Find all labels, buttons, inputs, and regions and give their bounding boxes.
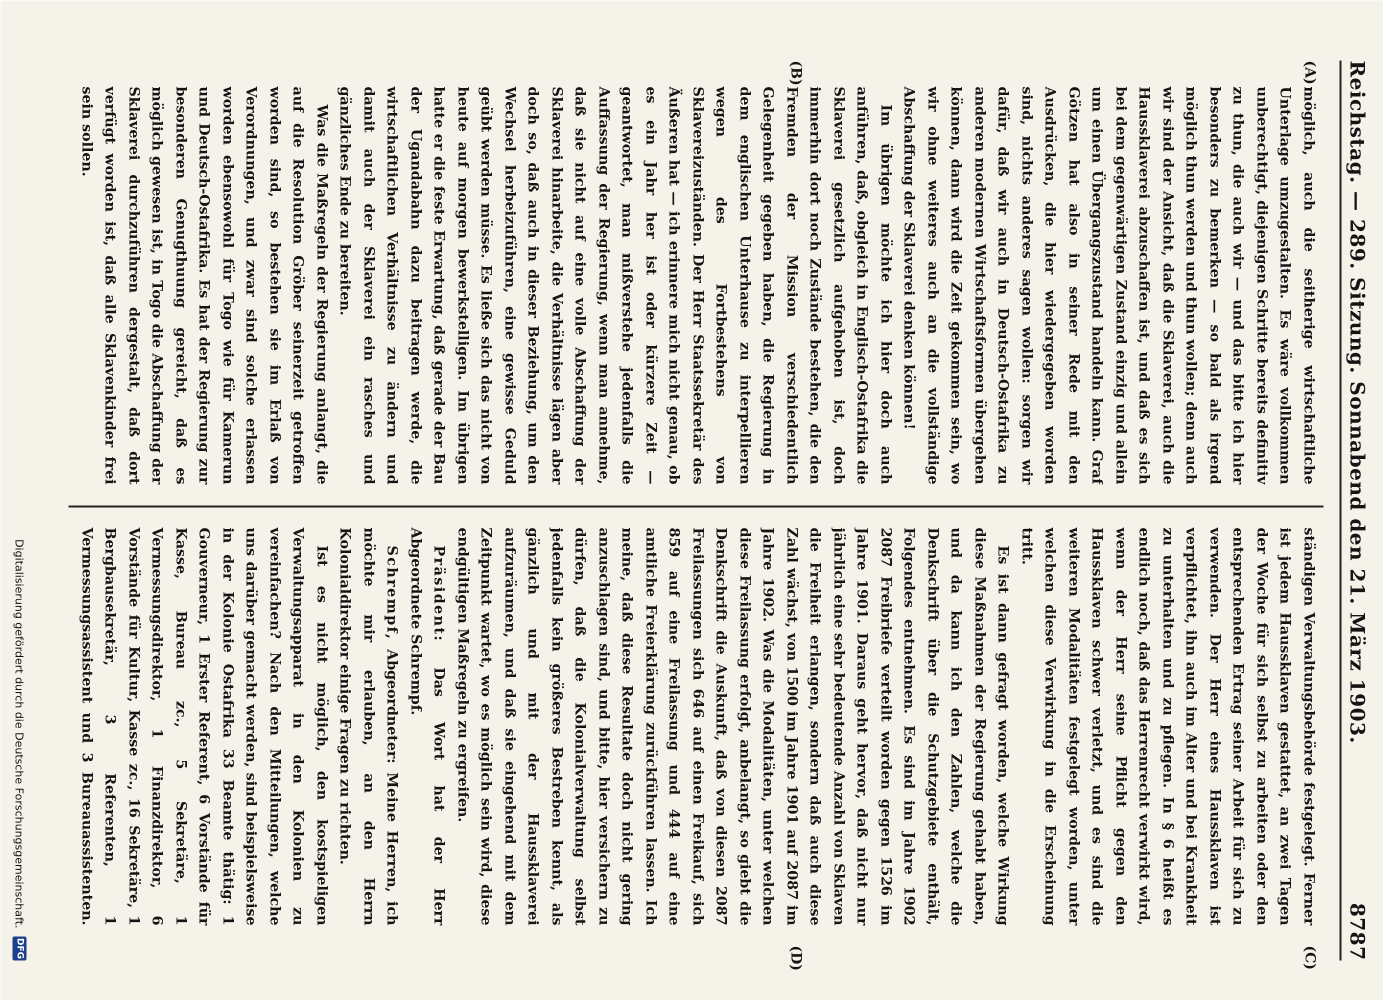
column-divider [68,505,1323,507]
paragraph [72,86,74,484]
speaker-text: Abgeordneter: Meine Herren, ich möchte mir erlauben, an den Herrn Kolonialdirektor einige Fragen zu richten. [336,527,400,925]
right-column [72,527,1319,925]
paragraph: Was die Maßregeln der Regierung anlangt, die auf die Resolution Gröber seinerzeit getroffen worden sind, so bestehen sie im Erlaß von Verordnungen, und zwar sind solche erlassen worden ebensowohl für Togo wie für Kamerun und Deutsch-Ostafrika. Es hat der Regierung zur besonderen Genugthuung gereicht, daß es möglich gewesen ist, in Togo die Abschaffung der Sklaverei durchzuführen dergestalt, daß dort verfügt worden ist, daß alle Sklavenkinder frei sein sollen. [78,86,329,484]
page-title: Reichstag. — 289. Sitzung. Sonnabend den 21. März 1903. [1345,60,1369,744]
paragraph: Ist es nicht möglich, den kostspieligen Verwaltungsapparat in den Kolonien zu vereinfachen? Nach den Mitteilungen, welche uns darüber gemacht werden, sind beispielsweise in der Kolonie Ostafrika 33 Beamte thätig: 1 Gouverneur, 1 Erster Referent, 6 Vorstände für Kasse, Bureau zc., 5 Sekretäre, 1 Vermessungsdirektor, 1 Finanzdirektor, 6 Vorstände für Kultur, Kasse zc., 16 Sekretäre, 1 Bergbausekretär, 3 Referenten, 1 Vermessungsassistent und 3 Bureauassistenten. [78,527,329,925]
digitization-credit [8,60,30,960]
speaker-paragraph [332,527,403,925]
paragraph: ständigen Verwaltungsbehörde festgelegt. Ferner ist jedem Haussklaven gestattet, an zwei Tagen der Woche für sich selbst zu arbeiten oder den entsprechenden Ertrag seiner Arbeit für sich zu verwenden. Der Herr eines Haussklaven ist verpflichtet, ihn auch im Alter und bei Krankheit zu unterhalten und zu pflegen. In § 6 heißt es endlich noch, daß das Herrenrecht verwirkt wird, wenn der Herr seine Pflicht gegen den Haussklaven schwer verletzt, und es sind die weiteren Modalitäten festgelegt worden, unter welchen diese Verwirkung in die Erscheinung tritt. [1018,527,1316,925]
margin-mark-d: (D) [787,945,803,971]
page-number: 8787 [1345,902,1369,960]
credit-text: Digitalisierung gefördert durch die Deutsche Forschungsgemeinschaft. [12,538,26,928]
paragraph: Im übrigen möchte ich hier doch auch anführen, daß, obgleich in Englisch-Ostafrika die Sklaverei gesetzlich aufgehoben ist, doch immerhin dort noch Zustände bestehen, die den Fremden der Mission verschiedentlich Gelegenheit gegeben haben, die Regierung in dem englischen Unterhause zu interpellieren wegen des Fortbestehens von Sklavereizuständen. Der Herr Staatssekretär des Äußeren hat — ich erinnere mich nicht genau, ob es ein Jahr her ist oder kürzere Zeit — geantwortet, man mißverstehe jedenfalls die Auffassung der Regierung, wenn man annehme, daß sie nicht auf eine volle Abschaffung der Sklaverei hinarbeite, die Verhältnisse lägen aber doch so, daß auch in dieser Beziehung, um den Wechsel herbeizuführen, eine gewisse Geduld geübt werden müsse. Es ließe sich das nicht von heute auf morgen bewerkstelligen. Im übrigen hatte er die feste Erwartung, daß gerade der Bau der Ugandabahn dazu beitragen werde, die wirtschaftlichen Verhältnisse zu ändern und damit auch der Sklaverei ein rasches und gänzliches Ende zu bereiten. [336,86,893,484]
speaker-paragraph [403,527,450,925]
left-column [72,86,1319,484]
margin-mark-c: (C) [1301,945,1317,970]
dfg-logo: DFG [14,937,24,959]
paragraph: Es ist dann gefragt worden, welche Wirkung diese Maßnahmen der Regierung gehabt haben, und da kann ich den Zahlen, welche die Denkschrift über die Schutzgebiete enthält, Folgendes entnehmen. Es sind im Jahre 1902 2087 Freibriefe verteilt worden gegen 1526 im Jahre 1901. Daraus geht hervor, daß nicht nur jährlich eine sehr bedeutende Anzahl von Sklaven die Freiheit erlangen, sondern daß auch diese Zahl wächst, von 1500 im Jahre 1901 auf 2087 im Jahre 1902. Was die Modalitäten, unter welchen diese Freilassung erfolgt, anbelangt, so giebt die Denkschrift die Auskunft, daß von diesen 2087 Freilassungen sich 646 auf einen Freikauf, sich 859 auf eine Freilassung und 444 auf eine amtliche Freierklärung zurückführen lassen. Ich meine, daß diese Resultate doch nicht gering anzuschlagen sind, und bitte, hier versichern zu dürfen, daß die Kolonialverwaltung selbst jedenfalls kein größeres Bestreben kennt, als gänzlich und mit der Haussklaverei aufzuräumen, und daß sie eingehend mit dem Zeitpunkt wartet, wo es möglich sein wird, diese endgültigen Maßregeln zu ergreifen. [454,527,1011,925]
page-header [1339,60,1375,960]
margin-mark-a: (A) [1301,60,1317,85]
speaker-text: Das Wort hat der Herr Abgeordnete Schrempf. [407,527,447,925]
margin-mark-b: (B) [787,60,803,86]
speaker-name: Präsident: [430,545,447,642]
speaker-name: Schrempf, [383,545,400,640]
paragraph: möglich, auch die seitherige wirtschaftliche Unterlage umzugestalten. Es wäre vollkommen unberechtigt, diejenigen Schritte bereits definitiv zu thun, die auch wir — und das bitte ich hier besonders zu bemerken — so bald als irgend möglich thun werden und thun wollen; denn auch wir sind der Ansicht, daß die Sklaverei, auch die Haussklaverei abzuschaffen ist, und daß es sich bei dem gegenwärtigen Zustand einzig und allein um einen Übergangszustand handeln kann. Graf Götzen hat also in seiner Rede mit den Ausdrücken, die hier wiedergegeben worden sind, nichts anderes sagen wollen: sorgen wir dafür, daß wir auch in Deutsch-Ostafrika zu anderen modernen Wirtschaftsformen übergehen können, dann wird die Zeit gekommen sein, wo wir ohne weiteres auch an die vollständige Abschaffung der Sklaverei denken können! [900,86,1316,484]
